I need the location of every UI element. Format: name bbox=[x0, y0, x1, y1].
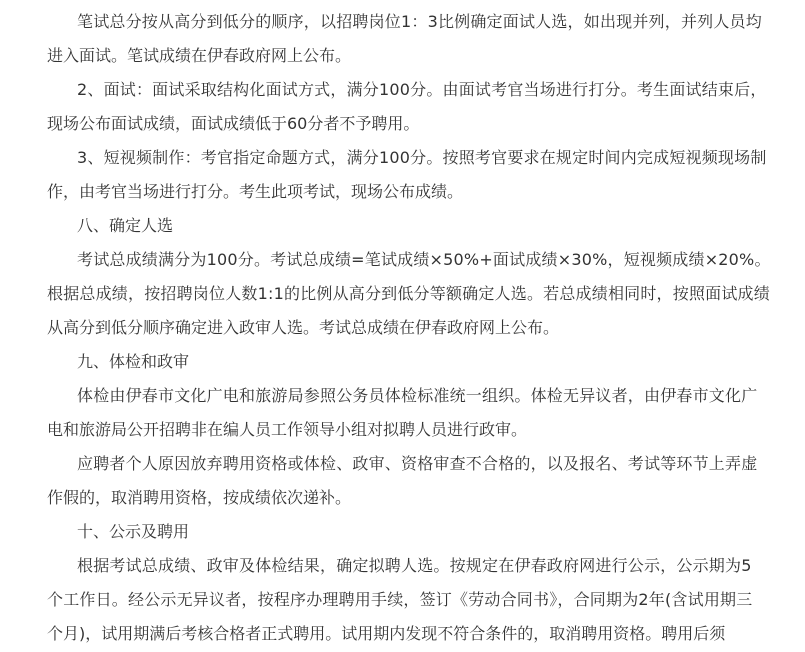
text-line bbox=[0, 414, 805, 448]
text-line bbox=[0, 482, 805, 516]
section-heading-text: 九、体检和政审 bbox=[77, 352, 190, 371]
text-line bbox=[0, 278, 805, 312]
text-line bbox=[0, 176, 805, 210]
section-heading bbox=[0, 210, 805, 244]
line-text: 应聘者个人原因放弃聘用资格或体检、政审、资格审查不合格的，以及报名、考试等环节上弄虚 bbox=[77, 454, 758, 473]
line-text: 体检由伊春市文化广电和旅游局参照公务员体检标准统一组织。体检无异议者，由伊春市文化广 bbox=[77, 386, 758, 405]
section-heading-text: 十、公示及聘用 bbox=[77, 522, 190, 541]
line-text: 根据考试总成绩、政审及体检结果，确定拟聘人选。按规定在伊春政府网进行公示，公示期为5 bbox=[77, 556, 752, 575]
line-text: 作，由考官当场进行打分。考生此项考试，现场公布成绩。 bbox=[47, 182, 464, 201]
text-line bbox=[0, 618, 805, 652]
text-line bbox=[0, 584, 805, 618]
line-text: 2、面试：面试采取结构化面试方式，满分100分。由面试考官当场进行打分。考生面试结束后， bbox=[77, 80, 767, 99]
text-line bbox=[0, 550, 805, 584]
text-line bbox=[0, 380, 805, 414]
text-line bbox=[0, 6, 805, 40]
line-text: 从高分到低分顺序确定进入政审人选。考试总成绩在伊春政府网上公布。 bbox=[47, 318, 560, 337]
line-text: 进入面试。笔试成绩在伊春政府网上公布。 bbox=[47, 46, 352, 65]
line-text: 笔试总分按从高分到低分的顺序，以招聘岗位1：3比例确定面试人选，如出现并列，并列人员均 bbox=[77, 12, 762, 31]
line-text: 电和旅游局公开招聘非在编人员工作领导小组对拟聘人员进行政审。 bbox=[47, 420, 528, 439]
text-line bbox=[0, 108, 805, 142]
text-line bbox=[0, 244, 805, 278]
text-line bbox=[0, 142, 805, 176]
line-text: 现场公布面试成绩，面试成绩低于60分者不予聘用。 bbox=[47, 114, 420, 133]
text-line bbox=[0, 40, 805, 74]
section-heading bbox=[0, 516, 805, 550]
section-heading bbox=[0, 346, 805, 380]
text-line bbox=[0, 312, 805, 346]
text-line bbox=[0, 448, 805, 482]
section-heading-text: 八、确定人选 bbox=[77, 216, 174, 235]
line-text: 3、短视频制作：考官指定命题方式，满分100分。按照考官要求在规定时间内完成短视频现场制 bbox=[77, 148, 767, 167]
text-line bbox=[0, 74, 805, 108]
line-text: 个月)，试用期满后考核合格者正式聘用。试用期内发现不符合条件的，取消聘用资格。聘用后须 bbox=[47, 624, 726, 643]
line-text: 个工作日。经公示无异议者，按程序办理聘用手续，签订《劳动合同书》，合同期为2年(含试用期三 bbox=[47, 590, 753, 609]
line-text: 考试总成绩满分为100分。考试总成绩=笔试成绩×50%+面试成绩×30%，短视频成绩×20%。 bbox=[77, 250, 771, 269]
line-text: 根据总成绩，按招聘岗位人数1:1的比例从高分到低分等额确定人选。若总成绩相同时，按照面试成绩 bbox=[47, 284, 770, 303]
line-text: 作假的，取消聘用资格，按成绩依次递补。 bbox=[47, 488, 352, 507]
